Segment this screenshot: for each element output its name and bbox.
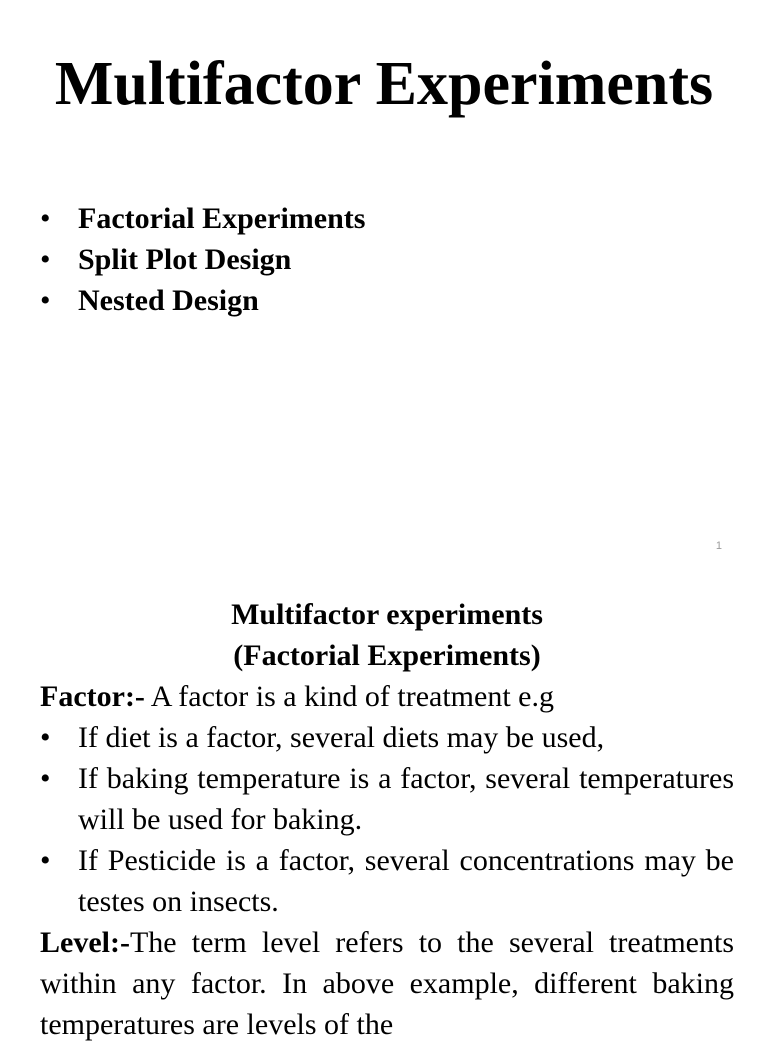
bullet-icon: • bbox=[40, 202, 51, 235]
level-text: The term level refers to the several treatments within any factor. In above example, different baking temperatures are levels of the bbox=[40, 926, 734, 1041]
topic-item bbox=[40, 198, 365, 239]
example-text: If baking temperature is a factor, several temperatures will be used for baking. bbox=[78, 762, 734, 836]
factor-text: A factor is a kind of treatment e.g bbox=[144, 680, 554, 713]
topic-item bbox=[40, 280, 365, 321]
bullet-icon: • bbox=[40, 844, 51, 877]
bullet-icon: • bbox=[40, 284, 51, 317]
level-label: Level:- bbox=[40, 926, 130, 959]
section-body bbox=[40, 676, 734, 1045]
topic-list bbox=[40, 198, 365, 321]
example-text: If Pesticide is a factor, several concentrations may be testes on insects. bbox=[78, 844, 734, 918]
bullet-icon: • bbox=[40, 243, 51, 276]
slide-title: Multifactor Experiments bbox=[54, 50, 714, 118]
bullet-icon: • bbox=[40, 762, 51, 795]
topic-label: Split Plot Design bbox=[78, 243, 292, 276]
example-text: If diet is a factor, several diets may be used, bbox=[78, 721, 605, 754]
example-item bbox=[40, 758, 734, 840]
bullet-icon: • bbox=[40, 721, 51, 754]
example-item bbox=[40, 717, 734, 758]
factor-label: Factor:- bbox=[40, 680, 145, 713]
heading-line-2: (Factorial Experiments) bbox=[233, 639, 541, 672]
page-number: 1 bbox=[715, 540, 722, 552]
section-heading bbox=[0, 594, 774, 676]
slide-2 bbox=[0, 576, 768, 1041]
heading-line-1: Multifactor experiments bbox=[231, 598, 543, 631]
factor-definition bbox=[40, 676, 734, 717]
level-definition bbox=[40, 922, 734, 1045]
topic-label: Factorial Experiments bbox=[78, 202, 366, 235]
example-item bbox=[40, 840, 734, 922]
topic-item bbox=[40, 239, 365, 280]
topic-label: Nested Design bbox=[78, 284, 259, 317]
